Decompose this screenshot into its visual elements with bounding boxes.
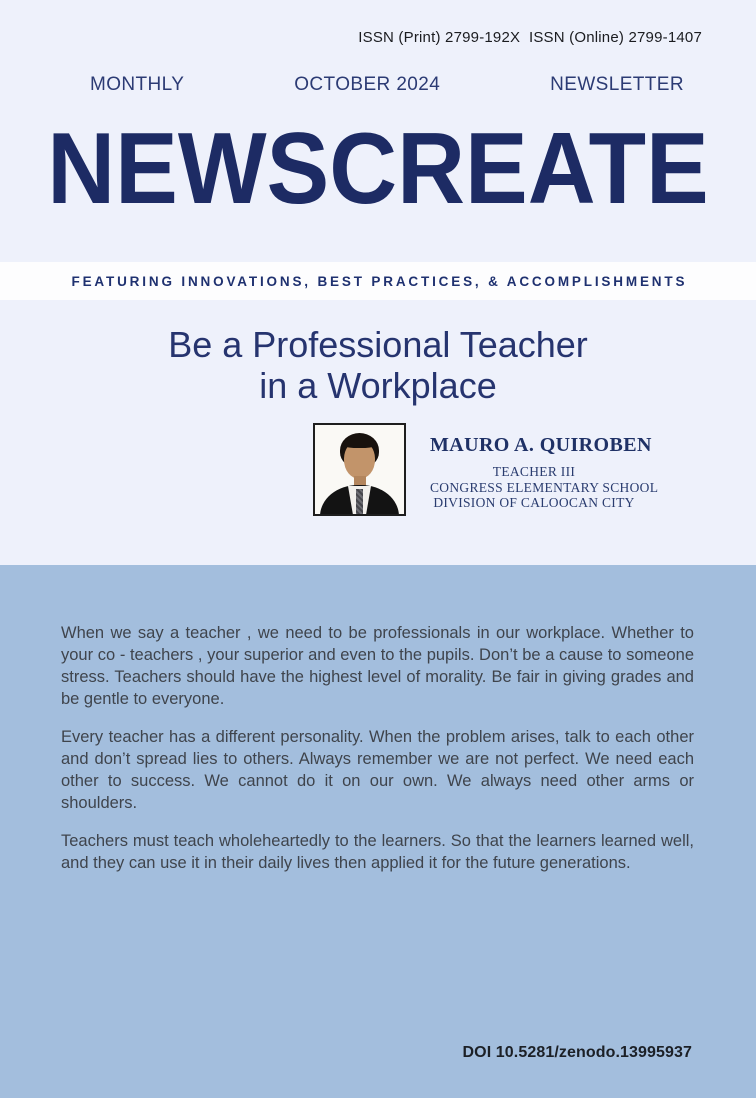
doi-line: DOI 10.5281/zenodo.13995937 [462,1044,692,1061]
feature-banner [0,262,756,300]
frequency-label: MONTHLY [90,74,185,95]
paragraph-1: When we say a teacher , we need to be professionals in our workplace. Whether to your co - teachers , your superior and even to the pupils. Don’t be a cause to someone stress. Teachers should have the highest level of morality. Be fair in giving grades and be gentle to everyone. [61,624,694,708]
author-position: TEACHER III [492,464,576,479]
author-block [313,423,659,516]
article-body [61,622,694,874]
issn-line: ISSN (Print) 2799-192X ISSN (Online) 2799-1407 [358,29,702,46]
portrait-hairline-shape [343,439,376,448]
author-credentials [430,423,659,516]
article-title [0,324,756,406]
article-title-line2: in a Workplace [259,365,497,406]
masthead-title: NEWSCREATE [47,111,709,225]
paragraph-2: Every teacher has a different personality. When the problem arises, talk to each other and don’t spread lies to others. Always remember we are not perfect. We need each other to success. We cannot do it on our own. We always need other arms or shoulders. [61,728,694,812]
article-body-section [0,565,756,1098]
author-name: MAURO A. QUIROBEN [430,434,652,456]
article-title-line1: Be a Professional Teacher [168,324,588,365]
author-photo [313,423,406,516]
feature-banner-text: FEATURING INNOVATIONS, BEST PRACTICES, & ACCOMPLISHMENTS [71,273,688,289]
paragraph-3: Teachers must teach wholeheartedly to the learners. So that the learners learned well, and they can use it in their daily lives then applied it for the future generations. [61,832,694,872]
author-division: DIVISION OF CALOOCAN CITY [433,495,635,510]
meta-row [90,74,684,96]
portrait-tie-shape [356,489,363,516]
author-school: CONGRESS ELEMENTARY SCHOOL [430,479,659,495]
issue-date-label: OCTOBER 2024 [294,74,441,95]
publication-type-label: NEWSLETTER [550,74,684,95]
